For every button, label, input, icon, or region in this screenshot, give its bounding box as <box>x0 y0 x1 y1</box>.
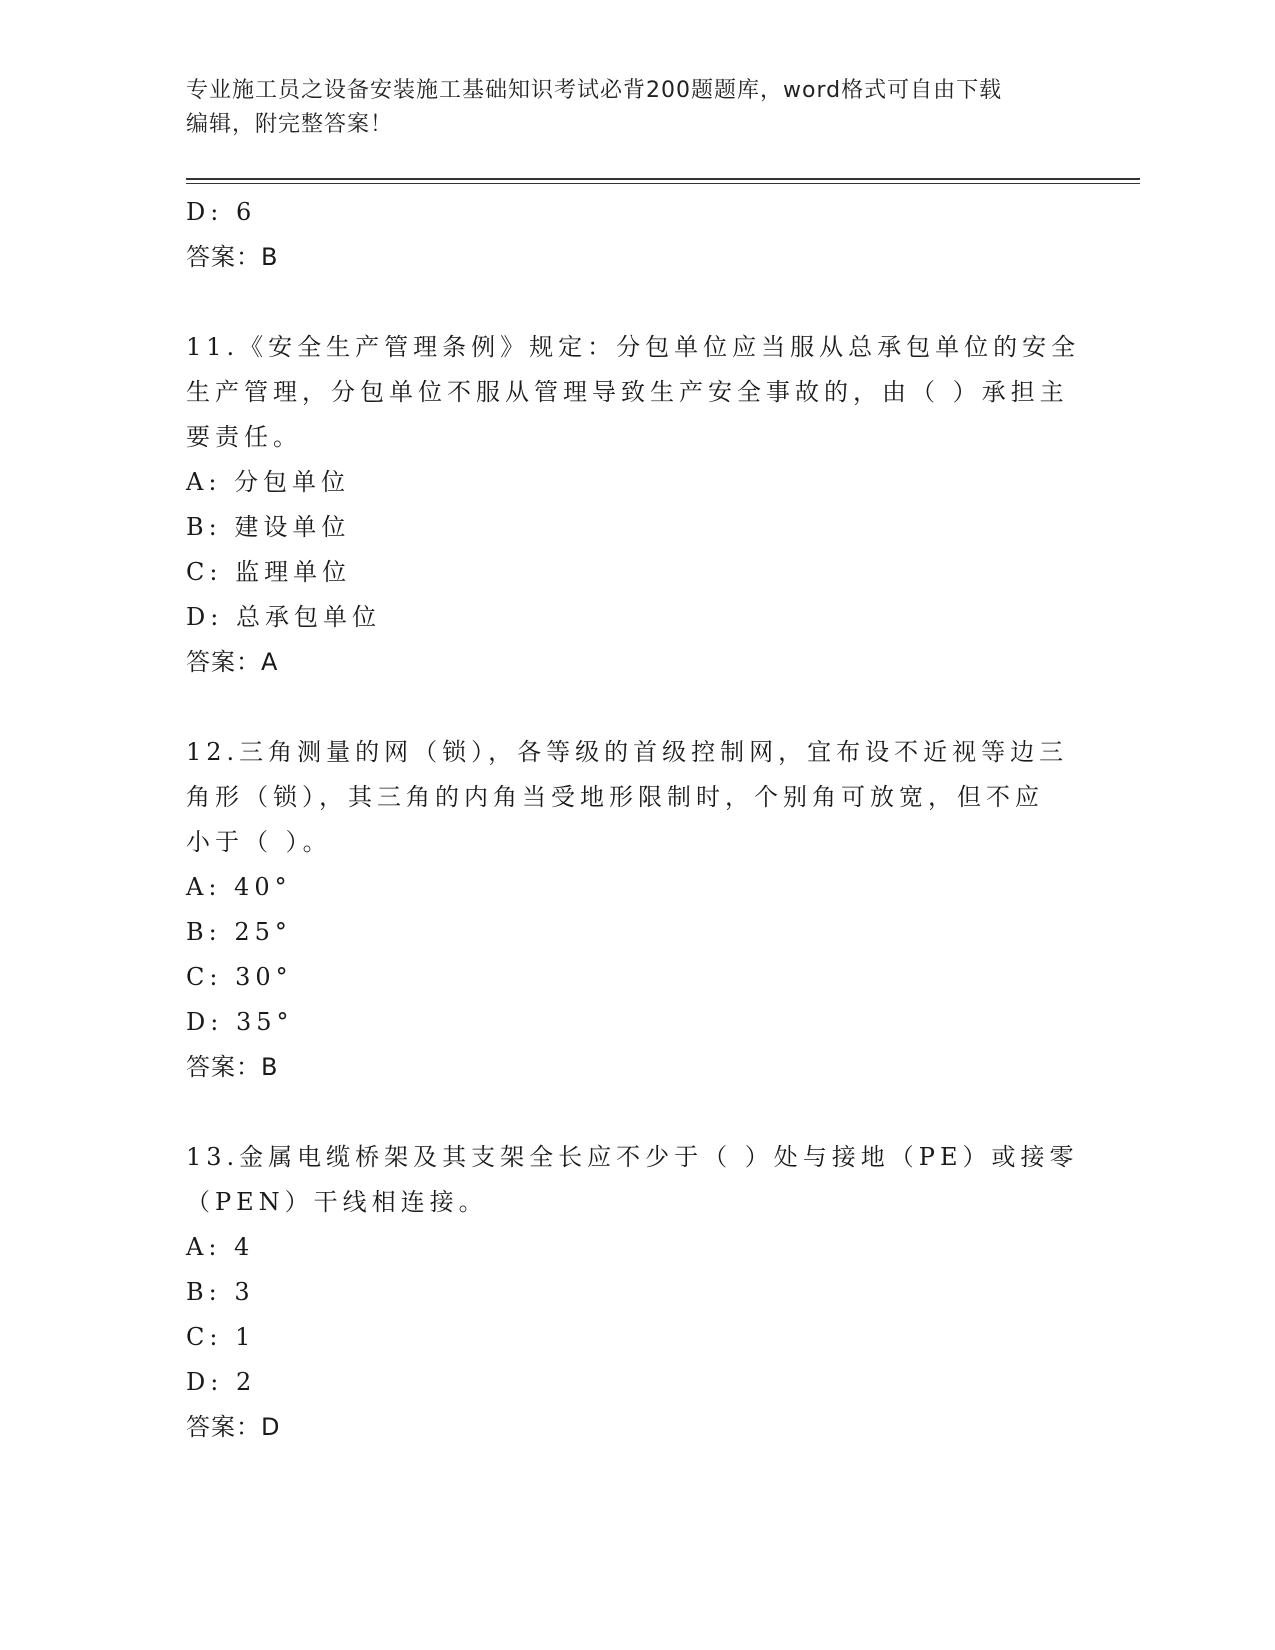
document-header <box>186 74 1066 142</box>
option-d: D: 2 <box>186 1368 257 1396</box>
option-b: B: 25° <box>186 918 292 946</box>
option-d: D: 6 <box>186 198 257 226</box>
question-text-line: 生产管理，分包单位不服从管理导致生产安全事故的，由（ ）承担主 <box>186 378 1069 406</box>
question-text-line: 小于（ ）。 <box>186 828 332 856</box>
question-11 <box>186 325 1081 685</box>
question-text-line: 角形（锁），其三角的内角当受地形限制时，个别角可放宽，但不应 <box>186 783 1044 811</box>
option-b: B: 3 <box>186 1278 255 1306</box>
question-text-line: 12.三角测量的网（锁），各等级的首级控制网，宜布设不近视等边三 <box>186 738 1069 766</box>
document-body <box>186 190 1081 1450</box>
question-13 <box>186 1135 1079 1450</box>
spacer <box>186 280 1066 325</box>
option-c: C: 监理单位 <box>186 558 352 586</box>
option-d: D: 总承包单位 <box>186 603 381 631</box>
question-text-line: 11.《安全生产管理条例》规定：分包单位应当服从总承包单位的安全 <box>186 333 1081 361</box>
header-title-line-2: 编辑，附完整答案！ <box>186 112 394 137</box>
answer-line: 答案：B <box>186 1053 279 1081</box>
option-a: A: 分包单位 <box>186 468 351 496</box>
question-text-line: 13.金属电缆桥架及其支架全长应不少于（ ）处与接地（PE）或接零 <box>186 1143 1079 1171</box>
question-10-tail <box>186 190 1066 280</box>
header-divider-thick <box>186 178 1140 180</box>
spacer <box>186 685 1066 730</box>
option-d: D: 35° <box>186 1008 294 1036</box>
header-divider-thin <box>186 183 1140 184</box>
option-b: B: 建设单位 <box>186 513 351 541</box>
option-c: C: 1 <box>186 1323 256 1351</box>
header-title-line-1: 专业施工员之设备安装施工基础知识考试必背200题题库，word格式可自由下载 <box>186 78 1003 103</box>
question-text <box>186 325 1081 460</box>
question-text-line: 要责任。 <box>186 423 302 451</box>
question-text-line: （PEN）干线相连接。 <box>186 1188 488 1216</box>
option-c: C: 30° <box>186 963 293 991</box>
answer-line: 答案：A <box>186 648 279 676</box>
spacer <box>186 1090 1066 1135</box>
question-text <box>186 1135 1079 1225</box>
option-a: A: 40° <box>186 873 292 901</box>
answer-line: 答案：B <box>186 243 279 271</box>
question-text <box>186 730 1069 865</box>
question-12 <box>186 730 1069 1090</box>
option-a: A: 4 <box>186 1233 255 1261</box>
answer-line: 答案：D <box>186 1413 281 1441</box>
